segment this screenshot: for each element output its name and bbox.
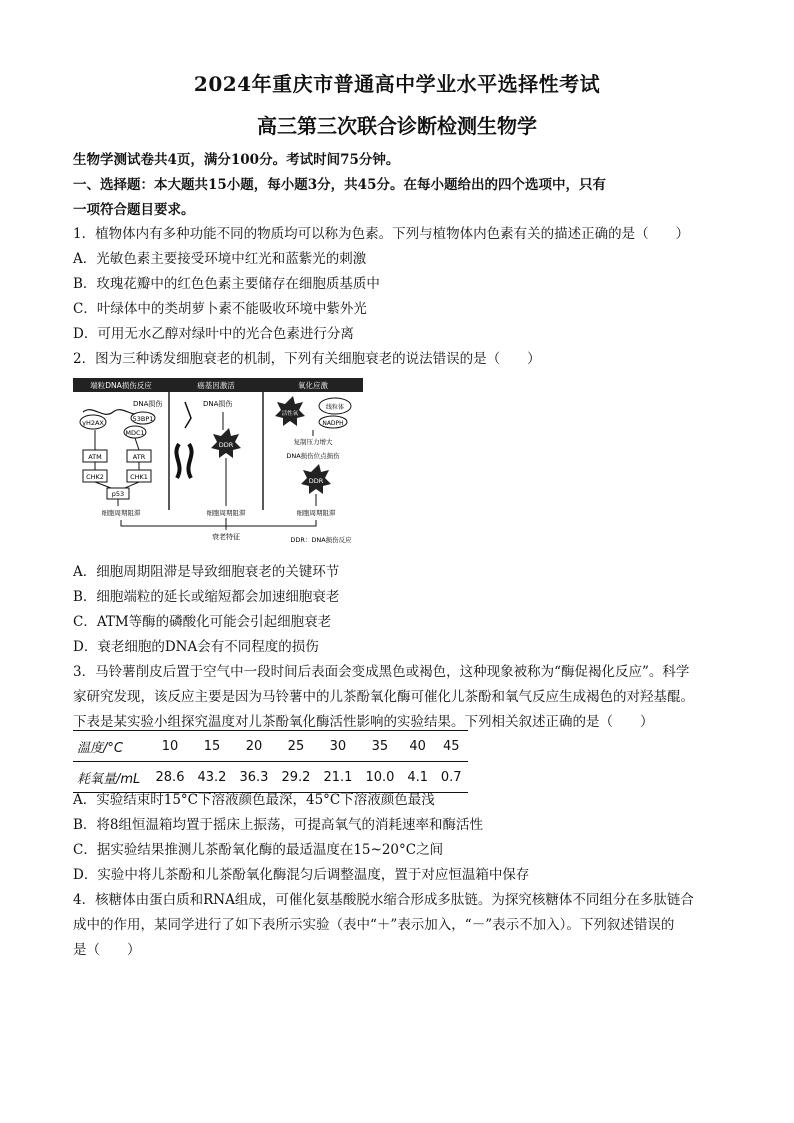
svg-text:DDR: DDR <box>218 441 234 449</box>
replication-stress-label: 复制压力增大 <box>293 438 333 446</box>
cell-cycle-arrest-3: 细胞周期阻滞 <box>296 509 336 517</box>
q1-option-a: A．光敏色素主要接受环境中红光和蓝紫光的刺激 <box>73 251 367 267</box>
cell-cycle-arrest-2: 细胞周期阻滞 <box>206 509 246 517</box>
table-cell: 30 <box>317 731 359 762</box>
senescence-mechanism-figure <box>73 378 363 546</box>
table-cell: 10.0 <box>359 762 401 793</box>
table-cell: 21.1 <box>317 762 359 793</box>
table-cell: 4.1 <box>401 762 435 793</box>
q2-option-a: A．细胞周期阻滞是导致细胞衰老的关键环节 <box>73 564 340 580</box>
table-cell: 45 <box>434 731 468 762</box>
exam-title: 2024年重庆市普通高中学业水平选择性考试 <box>193 72 601 96</box>
dna-damage-site-label: DNA损伤位点损伤 <box>286 452 340 460</box>
svg-text:53BP1: 53BP1 <box>132 415 154 423</box>
table-cell: 0.7 <box>434 762 468 793</box>
panel-title-oncogene: 癌基因激活 <box>197 381 235 390</box>
table-cell: 40 <box>401 731 435 762</box>
q3-stem-line1: 3．马铃薯削皮后置于空气中一段时间后表面会变成黑色或褐色，这种现象被称为“酶促褐化反应”。科学 <box>73 664 690 680</box>
svg-text:CHK2: CHK2 <box>86 473 104 481</box>
section-heading-line2: 一项符合题目要求。 <box>73 202 195 218</box>
dna-damage-label-1: DNA损伤 <box>133 400 163 408</box>
svg-text:MDC1: MDC1 <box>125 429 145 437</box>
svg-text:ATM: ATM <box>88 453 102 461</box>
table-cell: 25 <box>275 731 317 762</box>
table-cell: 29.2 <box>275 762 317 793</box>
q4-stem-line3: 是（ ） <box>73 942 141 958</box>
q3-option-b: B．将8组恒温箱均置于摇床上振荡，可提高氧气的消耗速率和酶活性 <box>73 817 484 833</box>
q2-option-b: B．细胞端粒的延长或缩短都会加速细胞衰老 <box>73 589 340 605</box>
q2-stem: 2．图为三种诱发细胞衰老的机制，下列有关细胞衰老的说法错误的是（ ） <box>73 351 541 367</box>
table-cell: 28.6 <box>149 762 191 793</box>
dna-damage-label-2: DNA损伤 <box>203 400 233 408</box>
q1-option-d: D．可用无水乙醇对绿叶中的光合色素进行分离 <box>73 326 354 342</box>
exam-intro: 生物学测试卷共4页，满分100分。考试时间75分钟。 <box>73 152 400 168</box>
q1-option-c: C．叶绿体中的类胡萝卜素不能吸收环境中紫外光 <box>73 301 367 317</box>
senescence-features-label: 衰老特征 <box>212 533 240 541</box>
q3-stem-line2: 家研究发现，该反应主要是因为马铃薯中的儿茶酚氧化酶可催化儿茶酚和氧气反应生成褐色的对羟基醌。 <box>73 689 694 705</box>
panel-title-oxidative: 氧化应激 <box>298 381 328 390</box>
table-row <box>73 731 468 762</box>
svg-text:DDR: DDR <box>308 477 324 485</box>
svg-text:p53: p53 <box>111 490 125 498</box>
table-cell: 43.2 <box>191 762 233 793</box>
q1-stem: 1．植物体内有多种功能不同的物质均可以称为色素。下列与植物体内色素有关的描述正确的是（ ） <box>73 226 690 242</box>
svg-text:γH2AX: γH2AX <box>82 419 104 427</box>
svg-text:线粒体: 线粒体 <box>325 404 345 411</box>
table-cell: 20 <box>233 731 275 762</box>
q3-option-a: A．实验结束时15°C下溶液颜色最深，45°C下溶液颜色最浅 <box>73 792 435 808</box>
figure-legend: DDR：DNA损伤反应 <box>290 536 352 544</box>
q4-stem-line2: 成中的作用，某同学进行了如下表所示实验（表中“＋”表示加入，“－”表示不加入）。下列叙述错误的 <box>73 917 675 933</box>
q3-stem-line3: 下表是某实验小组探究温度对儿茶酚氧化酶活性影响的实验结果。下列相关叙述正确的是（ ） <box>73 714 654 730</box>
table-cell: 36.3 <box>233 762 275 793</box>
temperature-header: 温度/°C <box>73 731 149 762</box>
q3-option-d: D．实验中将儿茶酚和儿茶酚氧化酶混匀后调整温度，置于对应恒温箱中保存 <box>73 867 530 883</box>
q2-option-d: D．衰老细胞的DNA会有不同程度的损伤 <box>73 639 319 655</box>
svg-text:CHK1: CHK1 <box>130 473 148 481</box>
cell-cycle-arrest-1: 细胞周期阻滞 <box>101 509 141 517</box>
svg-text:ATR: ATR <box>132 453 146 461</box>
table-cell: 10 <box>149 731 191 762</box>
exam-subtitle: 高三第三次联合诊断检测生物学 <box>257 114 537 138</box>
q2-option-c: C．ATM等酶的磷酸化可能会引起细胞衰老 <box>73 614 332 630</box>
oxygen-header: 耗氧量/mL <box>73 762 149 793</box>
panel-title-telomere: 端粒DNA损伤反应 <box>90 381 152 390</box>
svg-text:活性氧: 活性氧 <box>281 411 299 417</box>
table-cell: 35 <box>359 731 401 762</box>
q3-option-c: C．据实验结果推测儿茶酚氧化酶的最适温度在15~20°C之间 <box>73 842 444 858</box>
temperature-oxygen-table <box>73 730 468 793</box>
table-cell: 15 <box>191 731 233 762</box>
q4-stem-line1: 4．核糖体由蛋白质和RNA组成，可催化氨基酸脱水缩合形成多肽链。为探究核糖体不同组分在多肽链合 <box>73 892 694 908</box>
q1-option-b: B．玫瑰花瓣中的红色色素主要储存在细胞质基质中 <box>73 276 380 292</box>
section-heading-line1: 一、选择题：本大题共15小题，每小题3分，共45分。在每小题给出的四个选项中，只有 <box>73 177 606 193</box>
svg-text:NADPH: NADPH <box>322 420 344 427</box>
